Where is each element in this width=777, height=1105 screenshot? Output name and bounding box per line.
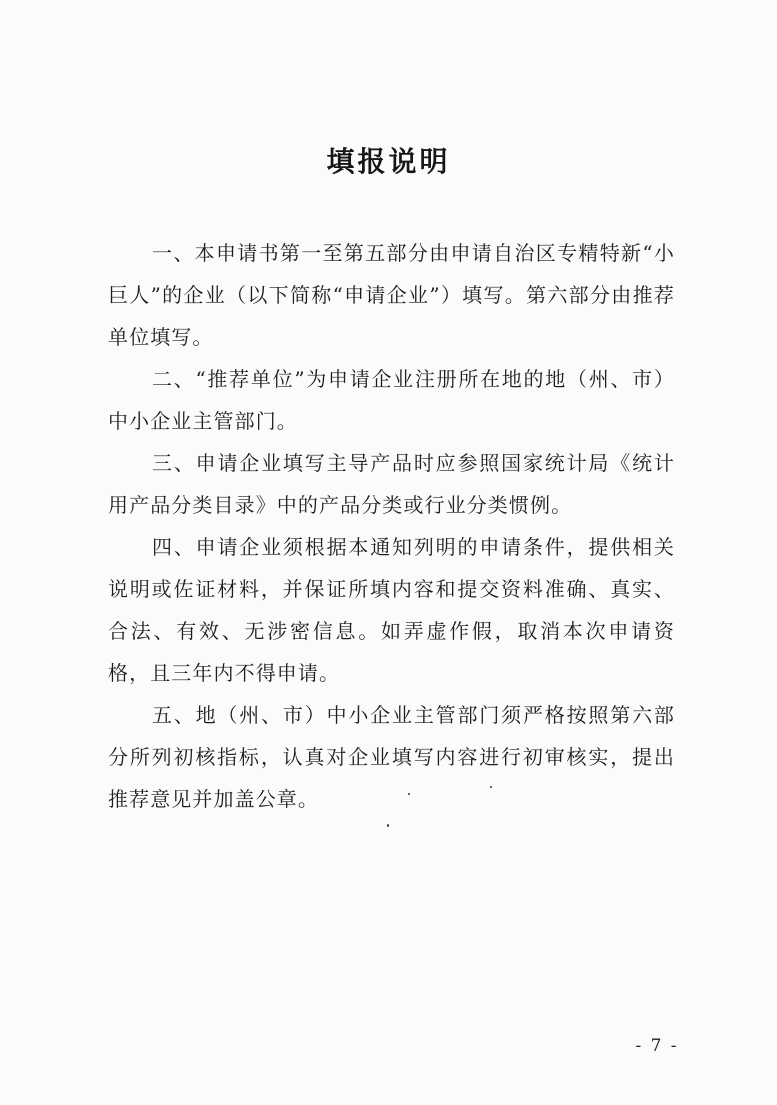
paragraph-4: 四、申请企业须根据本通知列明的申请条件，提供相关说明或佐证材料，并保证所填内容和提交资料准确、真实、合法、有效、无涉密信息。如弄虚作假，取消本次申请资格，且三年内不得申请。 xyxy=(108,535,675,685)
document-title: 填报说明 xyxy=(326,145,451,178)
page-number: - 7 - xyxy=(635,1036,679,1056)
paragraph-3: 三、申请企业填写主导产品时应参照国家统计局《统计用产品分类目录》中的产品分类或行业分类惯例。 xyxy=(108,451,675,517)
paragraph-1: 一、本申请书第一至第五部分由申请自治区专精特新“小巨人”的企业（以下简称“申请企业”）填写。第六部分由推荐单位填写。 xyxy=(108,241,675,349)
paragraph-2: 二、“推荐单位”为申请企业注册所在地的地（州、市）中小企业主管部门。 xyxy=(108,367,675,433)
scan-speck xyxy=(387,824,389,827)
paragraph-5: 五、地（州、市）中小企业主管部门须严格按照第六部分所列初核指标，认真对企业填写内容进行初审核实，提出推荐意见并加盖公章。 xyxy=(108,703,675,811)
document-body xyxy=(108,232,675,820)
scan-speck xyxy=(490,786,492,788)
scan-speck xyxy=(408,793,410,795)
